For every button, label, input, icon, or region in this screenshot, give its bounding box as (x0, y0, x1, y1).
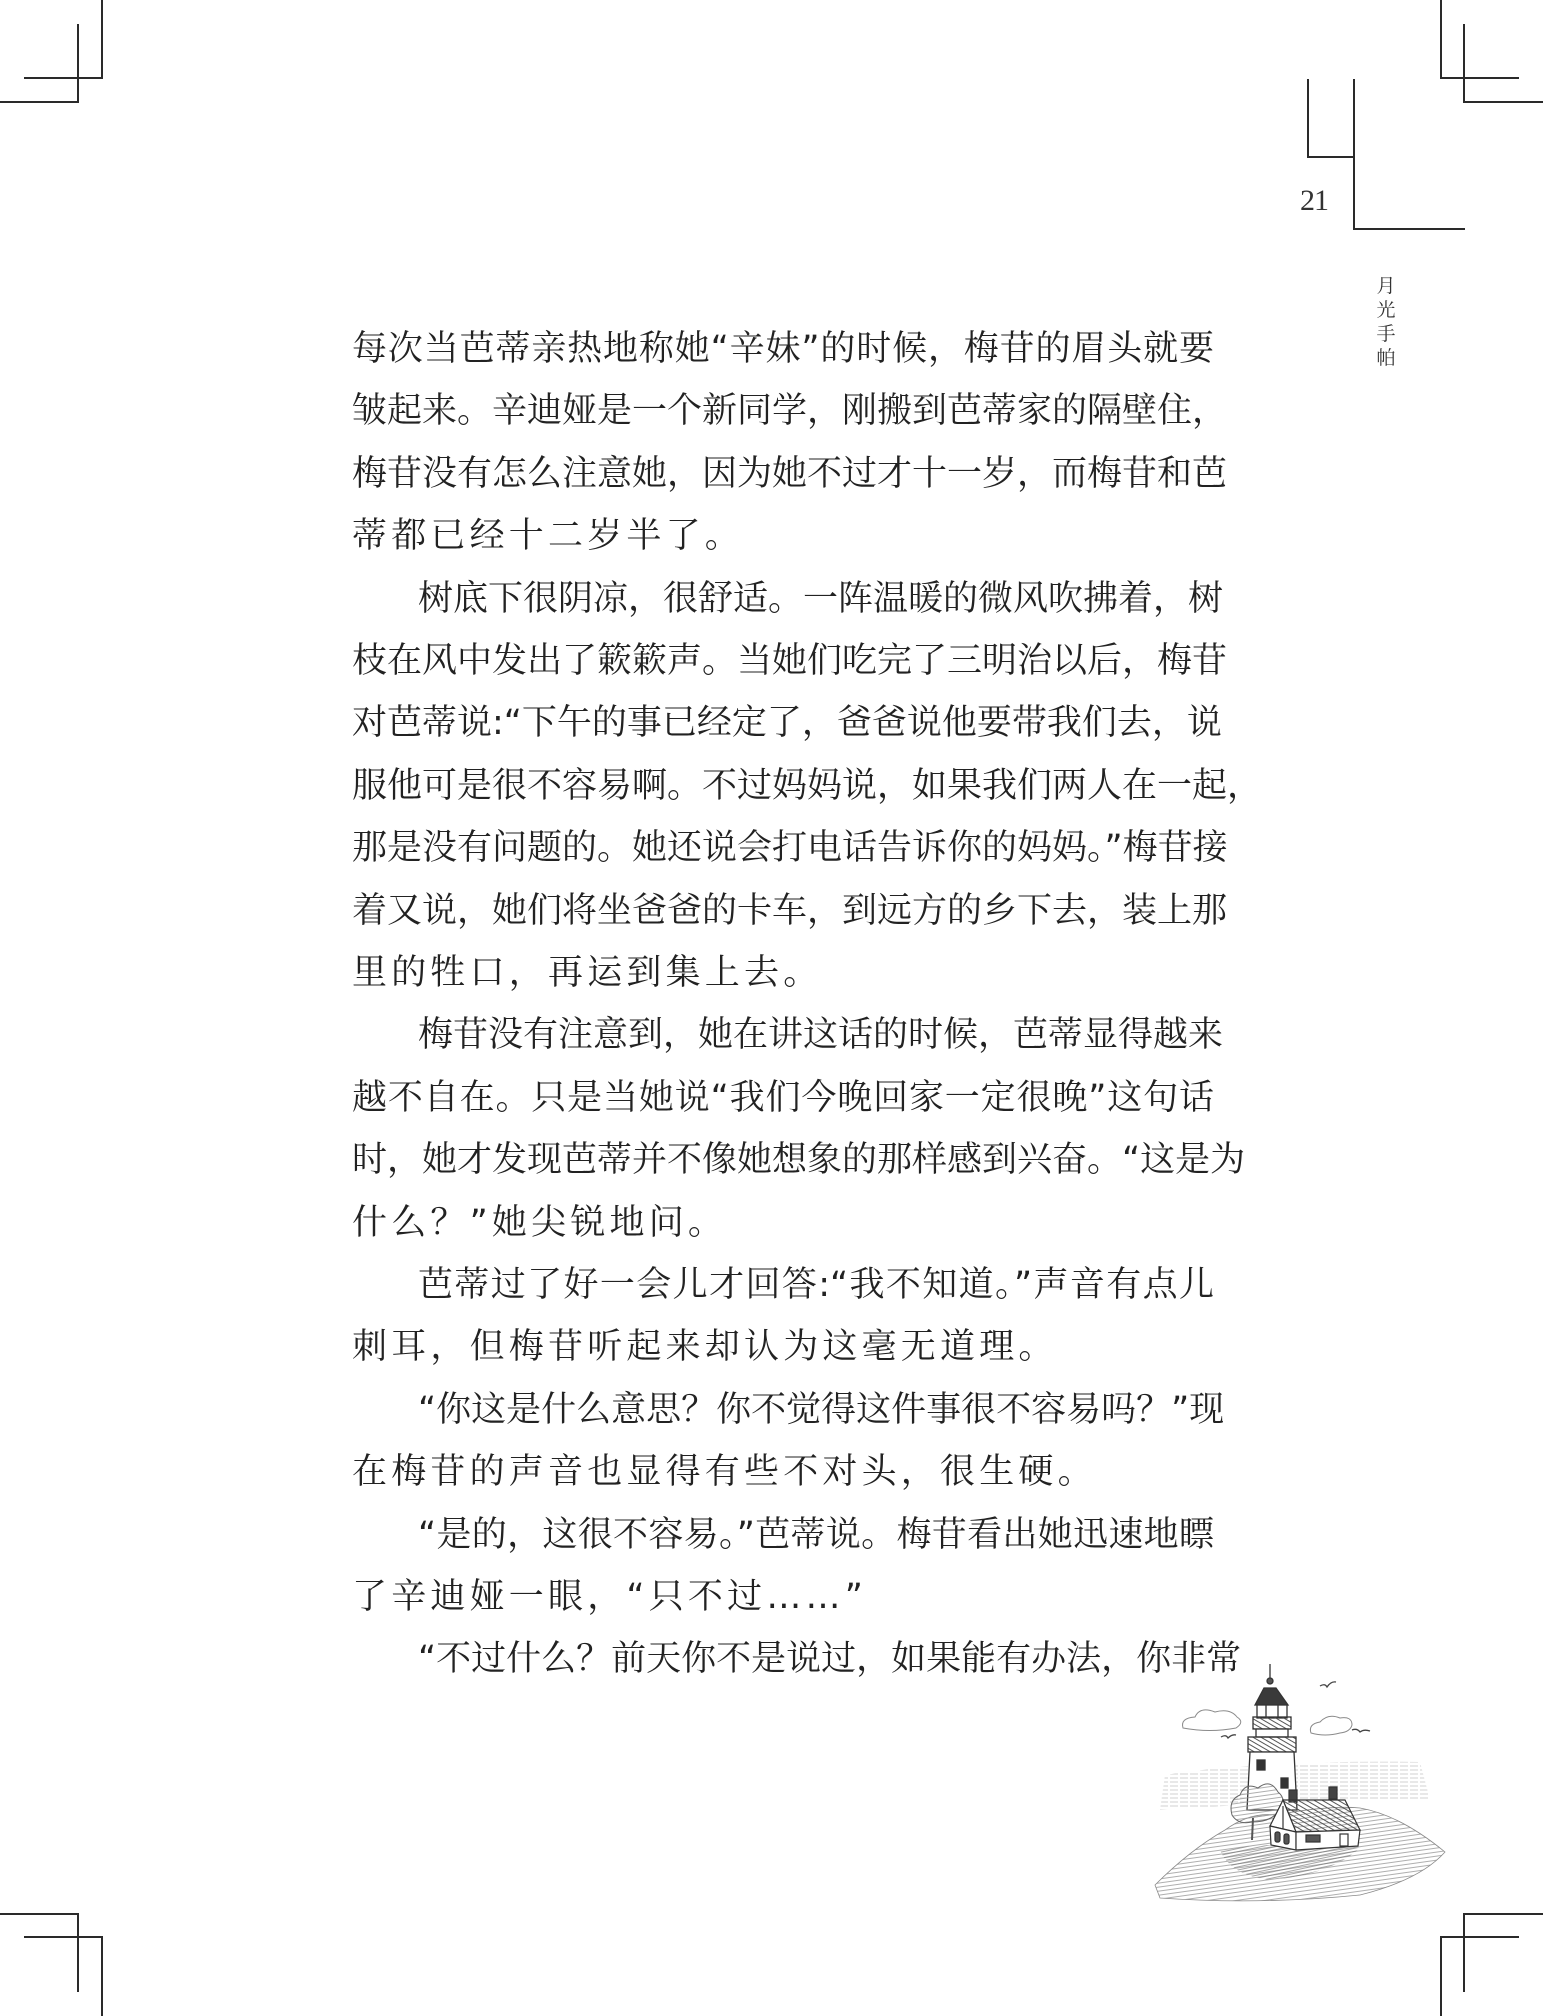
folio-bracket (1307, 79, 1309, 158)
page-number: 21 (1300, 184, 1328, 217)
text-line: “是的，这很不容易。”芭蒂说。梅苷看出她迅速地瞟 (418, 1514, 1214, 1555)
crop-mark (1440, 1936, 1519, 1938)
crop-mark (0, 101, 79, 103)
crop-mark (101, 0, 103, 79)
crop-mark (1440, 1936, 1442, 2016)
text-line: 里的牲口，再运到集上去。 (352, 953, 823, 993)
text-line: 每次当芭蒂亲热地称她“辛妹”的时候，梅苷的眉头就要 (352, 329, 1214, 369)
text-line: “你这是什么意思？你不觉得这件事很不容易吗？”现 (418, 1389, 1225, 1430)
text-line: 枝在风中发出了簌簌声。当她们吃完了三明治以后，梅苷 (352, 641, 1228, 681)
running-head-char: 手 (1376, 323, 1396, 345)
crop-mark (24, 1936, 103, 1938)
text-line: 在梅苷的声音也显得有些不对头，很生硬。 (352, 1452, 1097, 1493)
running-head-char: 月 (1376, 275, 1396, 297)
folio-bracket (1353, 79, 1355, 230)
crop-mark (1463, 24, 1465, 103)
lighthouse-illustration (1140, 1655, 1460, 1905)
crop-mark (1440, 77, 1519, 79)
text-line: 皱起来。辛迪娅是一个新同学，刚搬到芭蒂家的隔壁住， (352, 391, 1228, 432)
crop-mark (1463, 101, 1543, 103)
text-line: 对芭蒂说:“下午的事已经定了，爸爸说他要带我们去，说 (352, 703, 1222, 744)
text-line: 那是没有问题的。她还说会打电话告诉你的妈妈。”梅苷接 (352, 828, 1228, 869)
text-line: 时，她才发现芭蒂并不像她想象的那样感到兴奋。“这是为 (352, 1140, 1246, 1181)
text-line: 梅苷没有注意到，她在讲这话的时候，芭蒂显得越来 (418, 1015, 1224, 1056)
text-line: 越不自在。只是当她说“我们今晚回家一定很晚”这句话 (352, 1077, 1214, 1118)
text-line: 服他可是很不容易啊。不过妈妈说，如果我们两人在一起， (352, 765, 1263, 806)
crop-mark (77, 24, 79, 103)
text-line: 刺耳，但梅苷听起来却认为这毫无道理。 (352, 1327, 1058, 1368)
text-line: 树底下很阴凉，很舒适。一阵温暖的微风吹拂着，树 (418, 578, 1224, 619)
crop-mark (101, 1936, 103, 2016)
text-line: 蒂都已经十二岁半了。 (352, 516, 745, 557)
crop-mark (77, 1913, 79, 1992)
running-head-char: 帕 (1376, 347, 1396, 369)
text-line: 什么？”她尖锐地问。 (352, 1202, 728, 1243)
crop-mark (1463, 1913, 1543, 1915)
crop-mark (0, 1913, 79, 1915)
running-head-char: 光 (1376, 299, 1396, 321)
text-line: 芭蒂过了好一会儿才回答:“我不知道。”声音有点儿 (418, 1265, 1214, 1305)
folio-bracket (1307, 156, 1355, 158)
text-line: “不过什么？前天你不是说过，如果能有办法，你非常 (418, 1639, 1242, 1680)
text-line: 了辛迪娅一眼，“只不过……” (352, 1577, 868, 1617)
running-head (1374, 274, 1398, 370)
crop-mark (24, 77, 103, 79)
crop-mark (1463, 1913, 1465, 1992)
crop-mark (1440, 0, 1442, 79)
text-line: 着又说，她们将坐爸爸的卡车，到远方的乡下去，装上那 (352, 890, 1228, 931)
text-line: 梅苷没有怎么注意她，因为她不过才十一岁，而梅苷和芭 (352, 453, 1228, 494)
folio-bracket (1353, 228, 1465, 230)
